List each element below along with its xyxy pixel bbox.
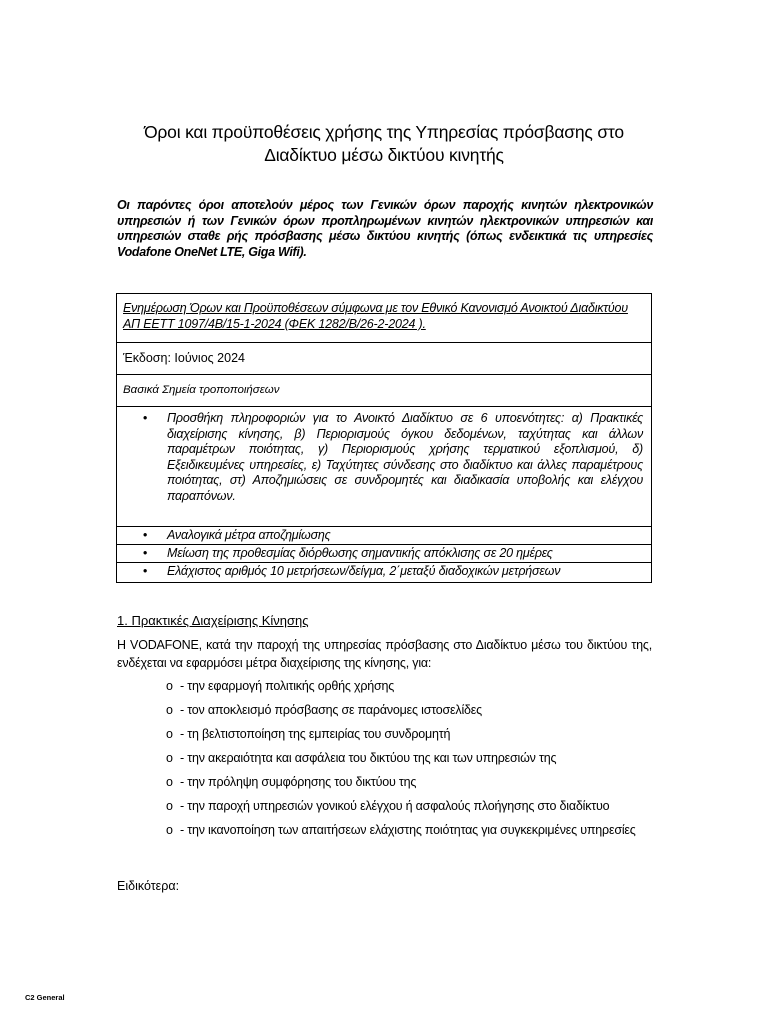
update-info-box	[116, 293, 652, 583]
key-point-item	[117, 407, 651, 527]
key-point-text: Αναλογικά μέτρα αποζημίωσης	[167, 528, 331, 542]
bullet-icon: •	[142, 564, 148, 578]
list-item	[117, 701, 652, 719]
edition-label: Έκδοση: Ιούνιος 2024	[117, 343, 651, 375]
list-bullet-icon: o	[166, 703, 173, 717]
list-bullet-icon: o	[166, 823, 173, 837]
classification-label: C2 General	[25, 993, 65, 1002]
list-item-text: - την ικανοποίηση των απαιτήσεων ελάχιστης ποιότητας για συγκεκριμένες υπηρεσίες	[180, 823, 636, 837]
section-heading: 1. Πρακτικές Διαχείρισης Κίνησης	[117, 613, 309, 628]
list-item	[117, 821, 652, 839]
list-bullet-icon: o	[166, 679, 173, 693]
title-line-1: Όροι και προϋποθέσεις χρήσης της Υπηρεσίας πρόσβασης στο	[144, 122, 624, 142]
bullet-icon: •	[142, 528, 148, 542]
key-point-item	[117, 527, 651, 545]
bullet-icon: •	[142, 411, 148, 425]
intro-paragraph: Οι παρόντες όροι αποτελούν μέρος των Γενικών όρων παροχής κινητών ηλεκτρονικών υπηρεσιών ή των Γενικών όρων προπληρωμένων κινητών ηλεκτρονικών υπηρεσιών και υπηρεσιών σταθε ρής πρόσβασης μέσω δικτύου κινητής (όπως ενδεικτικά τις υπηρεσίες Vodafone OneNet LTE, Giga Wifi).	[117, 198, 653, 259]
list-bullet-icon: o	[166, 751, 173, 765]
list-item-text: - την παροχή υπηρεσιών γονικού ελέγχου ή ασφαλούς πλοήγησης στο διαδίκτυο	[180, 799, 610, 813]
list-bullet-icon: o	[166, 727, 173, 741]
list-item-text: - τη βελτιστοποίηση της εμπειρίας του συνδρομητή	[180, 727, 451, 741]
list-item	[117, 677, 652, 695]
bullet-icon: •	[142, 546, 148, 560]
list-item	[117, 797, 652, 815]
list-item-text: - την πρόληψη συμφόρησης του δικτύου της	[180, 775, 417, 789]
key-point-text: Ελάχιστος αριθμός 10 μετρήσεων/δείγμα, 2΄μεταξύ διαδοχικών μετρήσεων	[167, 564, 561, 578]
key-points-label: Βασικά Σημεία τροποποιήσεων	[117, 375, 651, 407]
key-point-item	[117, 545, 651, 563]
title-line-2: Διαδίκτυο μέσω δικτύου κινητής	[264, 145, 504, 165]
traffic-management-list	[117, 677, 652, 839]
document-title	[100, 121, 668, 167]
key-point-text: Μείωση της προθεσμίας διόρθωσης σημαντικής απόκλισης σε 20 ημέρες	[167, 546, 553, 560]
list-item	[117, 725, 652, 743]
key-point-text: Προσθήκη πληροφοριών για το Ανοικτό Διαδίκτυο σε 6 υποενότητες: α) Πρακτικές διαχείρισης κίνησης, β) Περιορισμούς όγκου δεδομένων, ταχύτητας και άλλων παραμέτρων ποιότητας, γ) Περιορισμούς χρήσης τερματικού εξοπλισμού, δ) Εξειδικευμένες υπηρεσίες, ε) Ταχύτητες σύνδεσης στο διαδίκτυο και άλλες παραμέτρους ποιότητας, στ) Αποζημιώσεις σε συνδρομητές και διαδικασία υποβολής και ελέγχου παραπόνων.	[167, 411, 643, 503]
list-item-text: - τον αποκλεισμό πρόσβασης σε παράνομες ιστοσελίδες	[180, 703, 482, 717]
update-box-header: Ενημέρωση Όρων και Προϋποθέσεων σύμφωνα με τον Εθνικό Κανονισμό Ανοικτού Διαδικτύου ΑΠ ΕΕΤΤ 1097/4Β/15-1-2024 (ΦΕΚ 1282/Β/26-2-2024 ).	[117, 294, 651, 343]
key-point-item	[117, 563, 651, 582]
section-paragraph: Η VODAFONE, κατά την παροχή της υπηρεσίας πρόσβασης στο Διαδίκτυο μέσω του δικτύου της, ενδέχεται να εφαρμόσει μέτρα διαχείρισης της κίνησης, για:	[117, 638, 652, 670]
closing-text: Ειδικότερα:	[117, 879, 180, 893]
list-item	[117, 773, 652, 791]
list-item-text: - την ακεραιότητα και ασφάλεια του δικτύου της και των υπηρεσιών της	[180, 751, 557, 765]
list-bullet-icon: o	[166, 799, 173, 813]
list-item	[117, 749, 652, 767]
list-bullet-icon: o	[166, 775, 173, 789]
list-item-text: - την εφαρμογή πολιτικής ορθής χρήσης	[180, 679, 395, 693]
